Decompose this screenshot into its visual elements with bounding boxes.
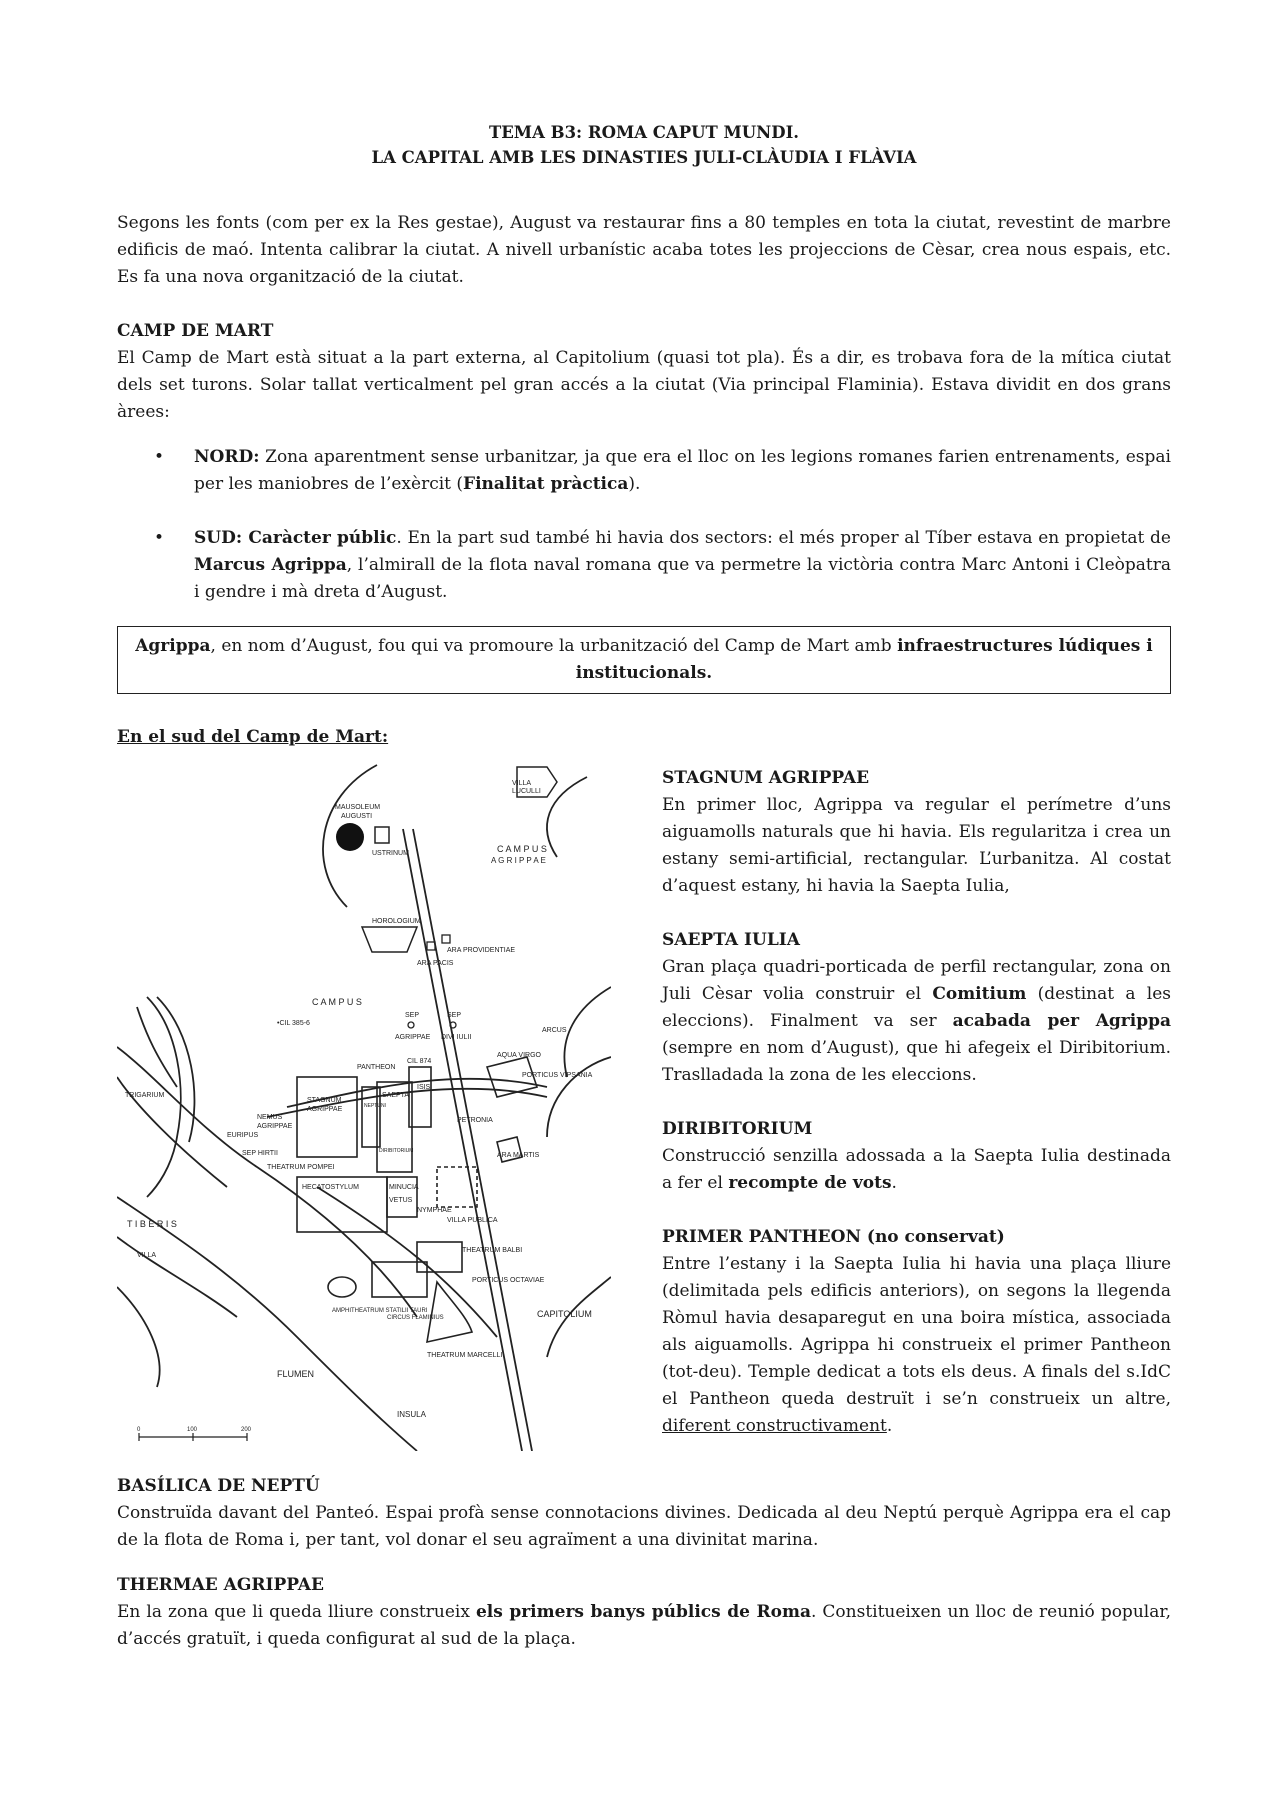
map-label-sep-divi: DIVI IULII: [441, 1034, 472, 1041]
map-label-tiberis: T I B E R I S: [127, 1219, 177, 1229]
map-label-theatrum-pompei: THEATRUM POMPEI: [267, 1164, 335, 1171]
map-label-amphitheatrum: AMPHITHEATRUM STATILII TAURI: [332, 1308, 428, 1314]
bullet-sud-text-1: . En la part sud també hi havia dos sectors: el més proper al Tíber estava en propietat de: [396, 528, 1171, 548]
map-label-sep-2: SEP: [447, 1012, 462, 1019]
map-label-stagnum-2: AGRIPPAE: [307, 1106, 343, 1113]
map-label-euripus: EURIPUS: [227, 1132, 259, 1139]
map-label-porticus-octaviae: PORTICUS OCTAVIAE: [472, 1277, 545, 1284]
map-scale-bar: [139, 1433, 247, 1441]
map-label-capitolium: CAPITOLIUM: [537, 1309, 592, 1319]
thermae-heading: THERMAE AGRIPPAE: [117, 1575, 324, 1595]
camp-de-mart-bullets: [117, 444, 1171, 606]
diribitorium-text: Construcció senzilla adossada a la Saepta Iulia destinada a fer el recompte de vots.: [662, 1146, 1171, 1193]
map-label-villa-luculli-2: LUCULLI: [512, 788, 541, 795]
map-label-ara-providentiae: ARA PROVIDENTIAE: [447, 947, 516, 954]
bullet-sud-text-2: , l’almirall de la flota naval romana que va permetre la victòria contra Marc Antoni i Cleòpatra i gendre i mà dreta d’August.: [194, 555, 1171, 602]
map-label-campus: C A M P U S: [312, 997, 362, 1007]
bullet-sud-lead: SUD: Caràcter públic: [194, 528, 397, 548]
map-label-villa-luculli: VILLA: [512, 780, 532, 787]
mausoleum-marker: [336, 823, 364, 851]
stagnum-text: En primer lloc, Agrippa va regular el perímetre d’uns aiguamolls naturals que hi havia. Els regularitza i crea un estany semi-artificial, rectangular. L’urbanitza. Al costat d’aquest estany, hi havia la Saepta Iulia,: [662, 795, 1171, 896]
bullet-nord-strong: Finalitat pràctica: [463, 474, 629, 494]
map-label-theatrum-balbi: THEATRUM BALBI: [462, 1247, 523, 1254]
amphitheatrum-ellipse: [328, 1277, 356, 1297]
map-label-diribitorium: DIRIBITORIUM: [379, 1148, 414, 1154]
map-label-minucia: MINUCIA: [389, 1184, 419, 1191]
map-label-sep-hirtii: SEP HIRTII: [242, 1150, 278, 1157]
map-label-cil: •CIL 385-6: [277, 1020, 310, 1027]
camp-de-mart-text: El Camp de Mart està situat a la part externa, al Capitolium (quasi tot pla). És a dir, es trobava fora de la mítica ciutat dels set turons. Solar tallat verticalment pel gran accés a la ciutat (Via principal Flaminia). Estava dividit en dos grans àrees:: [117, 348, 1171, 422]
box-lead: Agrippa: [135, 636, 211, 656]
basilica-heading: BASÍLICA DE NEPTÚ: [117, 1476, 320, 1496]
bullet-nord-text-2: ).: [628, 474, 641, 494]
pantheon-text: Entre l’estany i la Saepta Iulia hi havia una plaça lliure (delimitada pels edificis anteriors), on segons la llegenda Ròmul havia desaparegut en una boira mística, associada als aiguamolls. Agrippa hi construeix el primer Pantheon (tot-deu). Temple dedicat a tots els deus. A finals del s.IdC el Pantheon queda destruït i se’n construeix un altre, diferent constructivament.: [662, 1254, 1171, 1436]
map-label-villa: VILLA: [137, 1252, 157, 1259]
map-label-villa-publica: VILLA PUBLICA: [447, 1217, 498, 1224]
map-label-porticus-vipsania: PORTICUS VIPSANIA: [522, 1072, 593, 1079]
map-label-nemus-2: AGRIPPAE: [257, 1123, 293, 1130]
pantheon-heading: PRIMER PANTHEON (no conservat): [662, 1227, 1005, 1247]
map-label-augusti: AUGUSTI: [341, 813, 373, 820]
map-label-circus-flaminius: CIRCUS FLAMINIUS: [387, 1315, 444, 1321]
campus-martius-map: [117, 757, 611, 1451]
stagnum-agrippae-rect: [297, 1077, 357, 1157]
map-label-flumen: FLUMEN: [277, 1369, 315, 1379]
map-label-nymphae: NYMPHAE: [417, 1207, 452, 1214]
saepta-text: Gran plaça quadri-porticada de perfil rectangular, zona on Juli Cèsar volia construir el Comitium (destinat a les eleccions). Finalment va ser acabada per Agrippa (sempre en nom d’August), que hi afegeix el Diribitorium. Traslladada la zona de les eleccions.: [662, 957, 1171, 1085]
bullet-dot: •: [154, 528, 165, 548]
box-strong: infraestructures lúdiques i institucionals.: [575, 636, 1153, 683]
title-line-1: TEMA B3: ROMA CAPUT MUNDI.: [488, 123, 800, 142]
scale-label-100: 100: [187, 1427, 198, 1433]
map-label-campus-agrippae: C A M P U S: [497, 844, 547, 854]
map-label-neptuni: NEPTUNI: [364, 1103, 386, 1109]
map-label-saepta: SAEPTA: [382, 1092, 410, 1099]
bullet-sud-strong: Marcus Agrippa: [194, 555, 347, 575]
map-and-descriptions: [117, 751, 1171, 1451]
sud-heading: En el sud del Camp de Mart:: [117, 727, 389, 747]
map-label-ara-martis: ARA MARTIS: [497, 1152, 540, 1159]
map-label-pantheon: PANTHEON: [357, 1064, 396, 1071]
bullet-sud: [117, 525, 1171, 606]
descriptions-column: [662, 751, 1171, 1440]
agrippa-highlight-box: [117, 626, 1171, 694]
map-label-campus-agrippae-2: A G R I P P A E: [491, 856, 546, 865]
map-label-nemus: NEMUS: [257, 1114, 283, 1121]
intro-paragraph: Segons les fonts (com per ex la Res gestae), August va restaurar fins a 80 temples en tota la ciutat, revestint de marbre edificis de maó. Intenta calibrar la ciutat. A nivell urbanístic acaba totes les projeccions de Cèsar, crea nous espais, etc. Es fa una nova organització de la ciutat.: [117, 213, 1171, 287]
bullet-nord: [117, 444, 1171, 498]
scale-label-0: 0: [137, 1427, 141, 1433]
map-label-arcus: ARCUS: [542, 1027, 567, 1034]
map-label-aqua-virgo: AQUA VIRGO: [497, 1052, 541, 1059]
document-page: [117, 120, 1171, 1653]
thermae-text: En la zona que li queda lliure construeix els primers banys públics de Roma. Constitueixen un lloc de reunió popular, d’accés gratuït, i queda configurat al sud de la plaça.: [117, 1602, 1171, 1649]
diribitorium-heading: DIRIBITORIUM: [662, 1119, 813, 1139]
map-label-petronia: PETRONIA: [457, 1117, 493, 1124]
scale-label-200: 200: [241, 1427, 252, 1433]
box-text: , en nom d’August, fou qui va promoure la urbanització del Camp de Mart amb: [210, 636, 898, 656]
map-label-theatrum-marcelli: THEATRUM MARCELLI: [427, 1352, 503, 1359]
title-line-2: LA CAPITAL AMB LES DINASTIES JULI-CLÀUDIA I FLÀVIA: [371, 148, 917, 167]
map-label-mausoleum: MAUSOLEUM: [335, 804, 381, 811]
map-label-isis: ISIS: [417, 1084, 431, 1091]
basilica-text: Construïda davant del Panteó. Espai profà sense connotacions divines. Dedicada al deu Neptú perquè Agrippa era el cap de la flota de Roma i, per tant, vol donar el seu agraïment a una divinitat marina.: [117, 1503, 1171, 1550]
map-label-horologium: HOROLOGIUM: [372, 918, 421, 925]
map-label-vetus: VETUS: [389, 1197, 413, 1204]
saepta-heading: SAEPTA IULIA: [662, 930, 800, 950]
map-label-trigarium: TRIGARIUM: [125, 1092, 165, 1099]
map-label-ara-pacis: ARA PACIS: [417, 960, 454, 967]
map-label-hecatostylum: HECATOSTYLUM: [302, 1184, 359, 1191]
map-label-sep: SEP: [405, 1012, 420, 1019]
camp-de-mart-heading: CAMP DE MART: [117, 321, 274, 341]
stagnum-heading: STAGNUM AGRIPPAE: [662, 768, 870, 788]
bullet-dot: •: [154, 447, 165, 467]
map-label-sep-agrippae: AGRIPPAE: [395, 1034, 431, 1041]
bullet-nord-lead: NORD:: [194, 447, 260, 467]
bullet-nord-text-1: Zona aparentment sense urbanitzar, ja que era el lloc on les legions romanes farien entrenaments, espai per les maniobres de l’exèrcit (: [194, 447, 1171, 494]
map-label-stagnum: STAGNUM: [307, 1097, 342, 1104]
map-label-ustrinum: USTRINUM: [372, 850, 409, 857]
map-label-cil-2: CIL 874: [407, 1058, 432, 1065]
map-label-insula: INSULA: [397, 1410, 426, 1419]
